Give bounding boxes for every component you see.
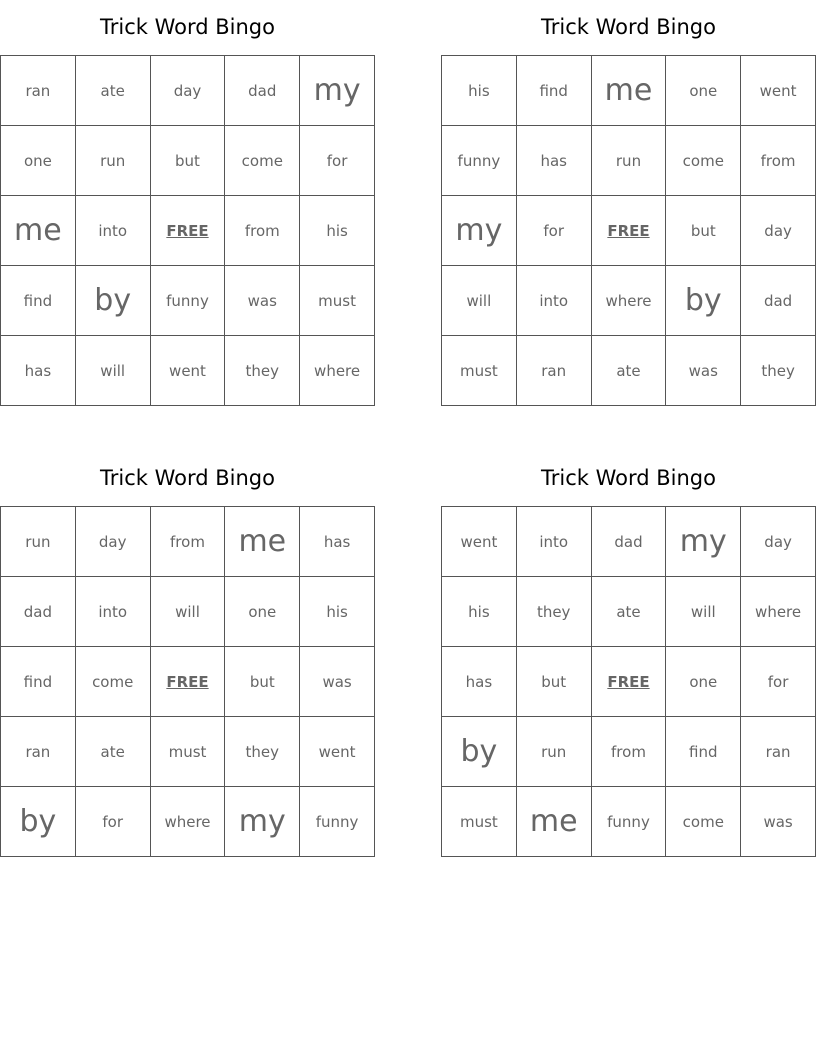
- bingo-cell: find: [666, 717, 741, 787]
- bingo-cell: run: [76, 126, 151, 196]
- bingo-cell: will: [151, 577, 226, 647]
- bingo-cell: find: [517, 56, 592, 126]
- bingo-cell: run: [517, 717, 592, 787]
- bingo-cell: into: [517, 507, 592, 577]
- bingo-cell: day: [76, 507, 151, 577]
- bingo-cell: they: [225, 717, 300, 787]
- bingo-cell: one: [1, 126, 76, 196]
- bingo-cell: for: [300, 126, 375, 196]
- bingo-cell: ran: [741, 717, 816, 787]
- bingo-card-2: [441, 0, 816, 406]
- bingo-cell: dad: [1, 577, 76, 647]
- bingo-cell: from: [225, 196, 300, 266]
- bingo-cell: his: [442, 577, 517, 647]
- bingo-cell: where: [592, 266, 667, 336]
- bingo-card-4: [441, 451, 816, 857]
- bingo-cell: my: [300, 56, 375, 126]
- bingo-cell: by: [666, 266, 741, 336]
- bingo-cell: dad: [225, 56, 300, 126]
- bingo-cell: went: [300, 717, 375, 787]
- bingo-cell: into: [517, 266, 592, 336]
- bingo-cell: was: [666, 336, 741, 406]
- bingo-cell: into: [76, 577, 151, 647]
- bingo-cell: day: [741, 507, 816, 577]
- bingo-cell: funny: [151, 266, 226, 336]
- bingo-cell: by: [1, 787, 76, 857]
- free-space: FREE: [592, 196, 667, 266]
- bingo-cell: ate: [76, 56, 151, 126]
- bingo-cell: me: [517, 787, 592, 857]
- bingo-cell: one: [666, 56, 741, 126]
- bingo-cell: run: [592, 126, 667, 196]
- free-space: FREE: [592, 647, 667, 717]
- bingo-cell: where: [151, 787, 226, 857]
- bingo-cell: dad: [592, 507, 667, 577]
- bingo-cell: has: [517, 126, 592, 196]
- bingo-cell: they: [741, 336, 816, 406]
- bingo-cell: has: [300, 507, 375, 577]
- bingo-cell: they: [225, 336, 300, 406]
- bingo-cell: but: [151, 126, 226, 196]
- bingo-cell: one: [225, 577, 300, 647]
- bingo-card-3: [0, 451, 375, 857]
- card-title: Trick Word Bingo: [100, 466, 275, 490]
- bingo-cell: must: [442, 787, 517, 857]
- bingo-cell: went: [741, 56, 816, 126]
- bingo-cell: my: [442, 196, 517, 266]
- bingo-cell: find: [1, 266, 76, 336]
- bingo-cell: come: [666, 787, 741, 857]
- bingo-cell: by: [76, 266, 151, 336]
- bingo-cell: will: [442, 266, 517, 336]
- bingo-cell: ate: [592, 336, 667, 406]
- bingo-cell: they: [517, 577, 592, 647]
- bingo-cell: my: [666, 507, 741, 577]
- bingo-cell: went: [442, 507, 517, 577]
- bingo-cell: dad: [741, 266, 816, 336]
- bingo-cell: funny: [300, 787, 375, 857]
- bingo-cell: day: [151, 56, 226, 126]
- bingo-cell: his: [442, 56, 517, 126]
- bingo-cell: from: [151, 507, 226, 577]
- bingo-cell: one: [666, 647, 741, 717]
- bingo-cell: was: [225, 266, 300, 336]
- bingo-cell: me: [1, 196, 76, 266]
- bingo-cell: ran: [517, 336, 592, 406]
- bingo-cell: for: [517, 196, 592, 266]
- bingo-cell: funny: [592, 787, 667, 857]
- bingo-cell: from: [592, 717, 667, 787]
- bingo-cell: ate: [76, 717, 151, 787]
- bingo-grid: [441, 55, 816, 406]
- bingo-cell: where: [300, 336, 375, 406]
- bingo-cell: has: [1, 336, 76, 406]
- bingo-grid: [441, 506, 816, 857]
- bingo-cell: must: [442, 336, 517, 406]
- bingo-cell: but: [666, 196, 741, 266]
- bingo-cell: must: [151, 717, 226, 787]
- bingo-cell: was: [300, 647, 375, 717]
- bingo-cell: run: [1, 507, 76, 577]
- bingo-cell: must: [300, 266, 375, 336]
- card-title: Trick Word Bingo: [541, 15, 716, 39]
- bingo-cell: his: [300, 196, 375, 266]
- bingo-cell: into: [76, 196, 151, 266]
- bingo-cell: find: [1, 647, 76, 717]
- bingo-cell: me: [592, 56, 667, 126]
- bingo-cell: but: [225, 647, 300, 717]
- bingo-cell: for: [76, 787, 151, 857]
- bingo-cell: by: [442, 717, 517, 787]
- free-space: FREE: [151, 196, 226, 266]
- free-space: FREE: [151, 647, 226, 717]
- bingo-cell: come: [76, 647, 151, 717]
- bingo-cell: come: [666, 126, 741, 196]
- bingo-cell: come: [225, 126, 300, 196]
- bingo-cell: his: [300, 577, 375, 647]
- card-title: Trick Word Bingo: [100, 15, 275, 39]
- bingo-cell: ran: [1, 56, 76, 126]
- bingo-cell: where: [741, 577, 816, 647]
- bingo-cell: ran: [1, 717, 76, 787]
- bingo-cell: but: [517, 647, 592, 717]
- bingo-cell: ate: [592, 577, 667, 647]
- card-title: Trick Word Bingo: [541, 466, 716, 490]
- bingo-cell: from: [741, 126, 816, 196]
- bingo-cell: for: [741, 647, 816, 717]
- bingo-cell: day: [741, 196, 816, 266]
- bingo-grid: [0, 506, 375, 857]
- bingo-cell: me: [225, 507, 300, 577]
- bingo-grid: [0, 55, 375, 406]
- bingo-cell: went: [151, 336, 226, 406]
- bingo-card-1: [0, 0, 375, 406]
- bingo-cell: was: [741, 787, 816, 857]
- bingo-cell: funny: [442, 126, 517, 196]
- bingo-cell: my: [225, 787, 300, 857]
- bingo-cell: has: [442, 647, 517, 717]
- bingo-cell: will: [666, 577, 741, 647]
- bingo-cell: will: [76, 336, 151, 406]
